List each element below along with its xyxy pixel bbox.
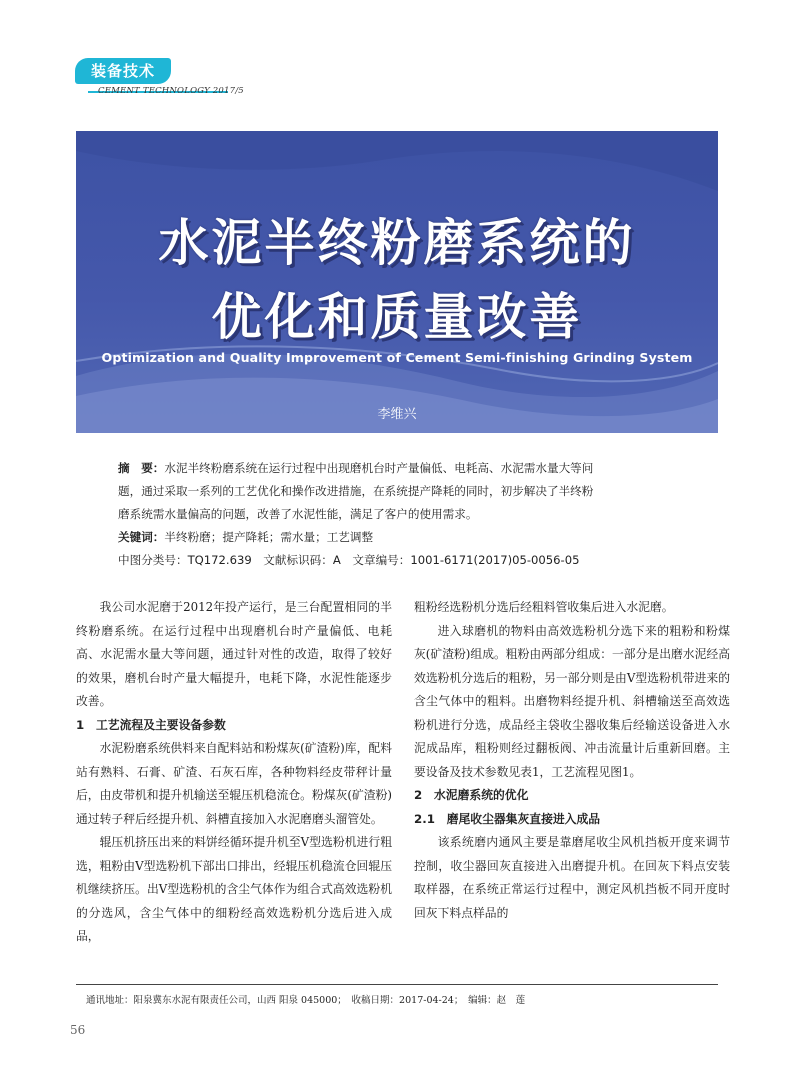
keywords-line [118, 526, 688, 549]
subsection-heading-2-1: 2.1 磨尾收尘器集灰直接进入成品 [414, 811, 601, 826]
section-heading-2: 2 水泥磨系统的优化 [414, 788, 529, 802]
abstract-line-3: 磨系统需水量偏高的问题，改善了水泥性能，满足了客户的使用需求。 [118, 507, 478, 521]
page-number: 56 [70, 1023, 86, 1037]
body-paragraph: 辊压机挤压出来的料饼经循环提升机至V型选粉机进行粗选，粗粉由V型选粉机下部出口排出，经辊压机稳流仓回辊压机继续挤压。出V型选粉机的含尘气体作为组合式高效选粉机的分选风，含尘气体中的细粉经高效选粉机分选后进入成品， [76, 835, 392, 943]
author-name: 李维兴 [377, 407, 417, 422]
body-column-left [76, 596, 392, 949]
body-paragraph: 水泥粉磨系统供料来自配料站和粉煤灰(矿渣粉)库，配料站有熟料、石膏、矿渣、石灰石库，各种物料经皮带秤计量后，由皮带机和提升机输送至辊压机稳流仓。粉煤灰(矿渣粉)通过转子秤后经提升机、斜槽直接加入水泥磨磨头溜管处。 [76, 741, 392, 826]
classification-line: 中图分类号：TQ172.639 文献标识码：A 文章编号：1001-6171(2017)05-0056-05 [118, 553, 580, 567]
footnote-address: 通讯地址：阳泉冀东水泥有限责任公司，山西 阳泉 045000； 收稿日期：2017-04-24； 编辑：赵 莲 [86, 995, 526, 1006]
section-heading-1: 1 工艺流程及主要设备参数 [76, 717, 226, 732]
body-paragraph: 我公司水泥磨于2012年投产运行，是三台配置相同的半终粉磨系统。在运行过程中出现磨机台时产量偏低、电耗高、水泥需水量大等问题，通过针对性的改造，取得了较好的效果，磨机台时产量大幅提升，电耗下降，水泥性能逐步改善。 [76, 600, 392, 708]
body-paragraph: 进入球磨机的物料由高效选粉机分选下来的粗粉和粉煤灰(矿渣粉)组成。粗粉由两部分组成：一部分是出磨水泥经高效选粉机分选后的粗粉，另一部分则是由V型选粉机带进来的含尘气体中的粗料。出磨物料经提升机、斜槽输送至高效选粉机进行分选，成品经主袋收尘器收集后经输送设备进入水泥成品库，粗粉则经过翻板阀、冲击流量计后重新回磨。主要设备及技术参数见表1，工艺流程见图1。 [414, 623, 730, 779]
title-banner [76, 131, 718, 433]
abstract-line-2: 题，通过采取一系列的工艺优化和操作改进措施，在系统提产降耗的同时，初步解决了半终粉 [118, 484, 594, 498]
keywords-label: 关键词： [118, 530, 165, 544]
section-tag: 装备技术 [75, 58, 171, 84]
body-column-right [414, 596, 730, 925]
abstract-label: 摘 要： [118, 461, 165, 475]
body-paragraph: 该系统磨内通风主要是靠磨尾收尘风机挡板开度来调节控制，收尘器回灰直接进入出磨提升机。在回灰下料点安装取样器，在系统正常运行过程中，测定风机挡板不同开度时回灰下料点样品的 [414, 835, 730, 920]
article-title-line-2: 优化和质量改善 [211, 288, 583, 346]
journal-header: CEMENT TECHNOLOGY 2017/5 [98, 86, 244, 96]
footer-divider [76, 984, 718, 985]
body-paragraph: 粗粉经选粉机分选后经粗料管收集后进入水泥磨。 [414, 600, 674, 614]
abstract-text-1: 水泥半终粉磨系统在运行过程中出现磨机台时产量偏低、电耗高、水泥需水量大等问 [164, 461, 594, 475]
english-title: Optimization and Quality Improvement of Cement Semi-finishing Grinding System [101, 350, 693, 365]
keywords-text: 半终粉磨；提产降耗；需水量；工艺调整 [164, 530, 374, 544]
abstract-block [118, 457, 688, 572]
abstract-line-1 [118, 457, 688, 480]
article-title-line-1: 水泥半终粉磨系统的 [158, 214, 636, 272]
